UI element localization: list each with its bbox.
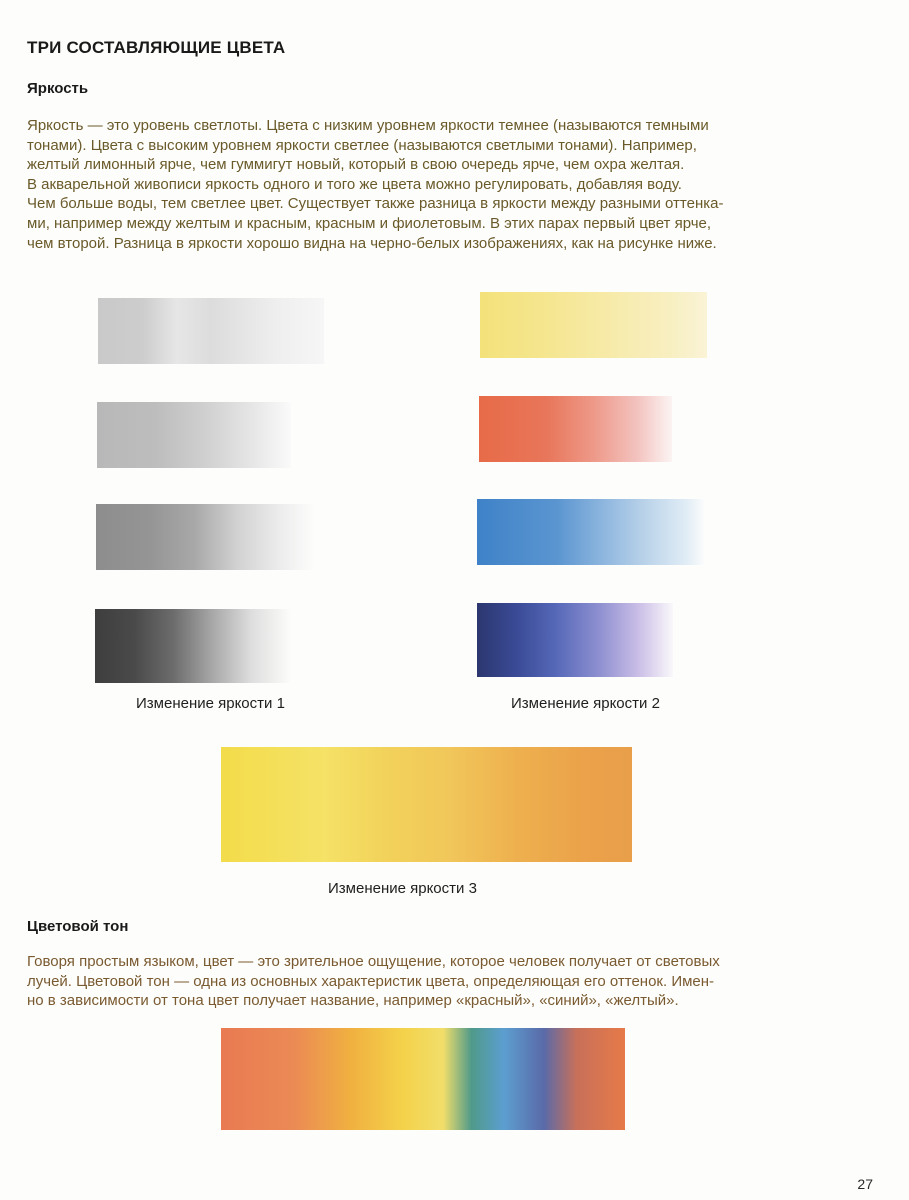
paragraph-line: Чем больше воды, тем светлее цвет. Существует также разница в яркости между разными оттенка-	[27, 195, 724, 213]
yellow-swatch	[480, 292, 707, 358]
brightness-paragraph	[27, 116, 817, 253]
yellow-orange-swatch	[221, 747, 632, 862]
paragraph-line: но в зависимости от тона цвет получает название, например «красный», «синий», «желтый».	[27, 992, 679, 1010]
gray-swatch-4	[95, 609, 291, 683]
gray-swatch-3	[96, 504, 314, 570]
paragraph-line: ми, например между желтым и красным, красным и фиолетовым. В этих парах первый цвет ярче,	[27, 214, 712, 232]
blue-swatch	[477, 499, 704, 565]
caption-brightness-3: Изменение яркости 3	[328, 880, 477, 897]
section-title-brightness: Яркость	[27, 80, 89, 97]
gray-swatch-2	[97, 402, 291, 468]
caption-brightness-2: Изменение яркости 2	[511, 695, 660, 712]
paragraph-line: желтый лимонный ярче, чем гуммигут новый, который в свою очередь ярче, чем охра желтая.	[27, 156, 685, 174]
page-number: 27	[857, 1176, 873, 1192]
paragraph-line: Говоря простым языком, цвет — это зрительное ощущение, которое человек получает от световых	[27, 953, 720, 970]
gray-swatch-1	[98, 298, 324, 364]
hue-paragraph	[27, 952, 817, 1011]
violet-swatch	[477, 603, 673, 677]
paragraph-line: тонами). Цвета с высоким уровнем яркости светлее (называются светлыми тонами). Например,	[27, 136, 697, 154]
paragraph-line: чем второй. Разница в яркости хорошо видна на черно-белых изображениях, как на рисунке ниже.	[27, 234, 717, 252]
paragraph-line: Яркость — это уровень светлоты. Цвета с низким уровнем яркости темнее (называются темными	[27, 117, 709, 134]
paragraph-line: лучей. Цветовой тон — одна из основных характеристик цвета, определяющая его оттенок. Имен-	[27, 972, 715, 990]
hue-spectrum-swatch	[221, 1028, 625, 1130]
red-swatch	[479, 396, 672, 462]
section-title-hue: Цветовой тон	[27, 918, 129, 935]
page-heading: ТРИ СОСТАВЛЯЮЩИЕ ЦВЕТА	[27, 38, 286, 57]
paragraph-line: В акварельной живописи яркость одного и того же цвета можно регулировать, добавляя воду.	[27, 175, 682, 193]
caption-brightness-1: Изменение яркости 1	[136, 695, 285, 712]
